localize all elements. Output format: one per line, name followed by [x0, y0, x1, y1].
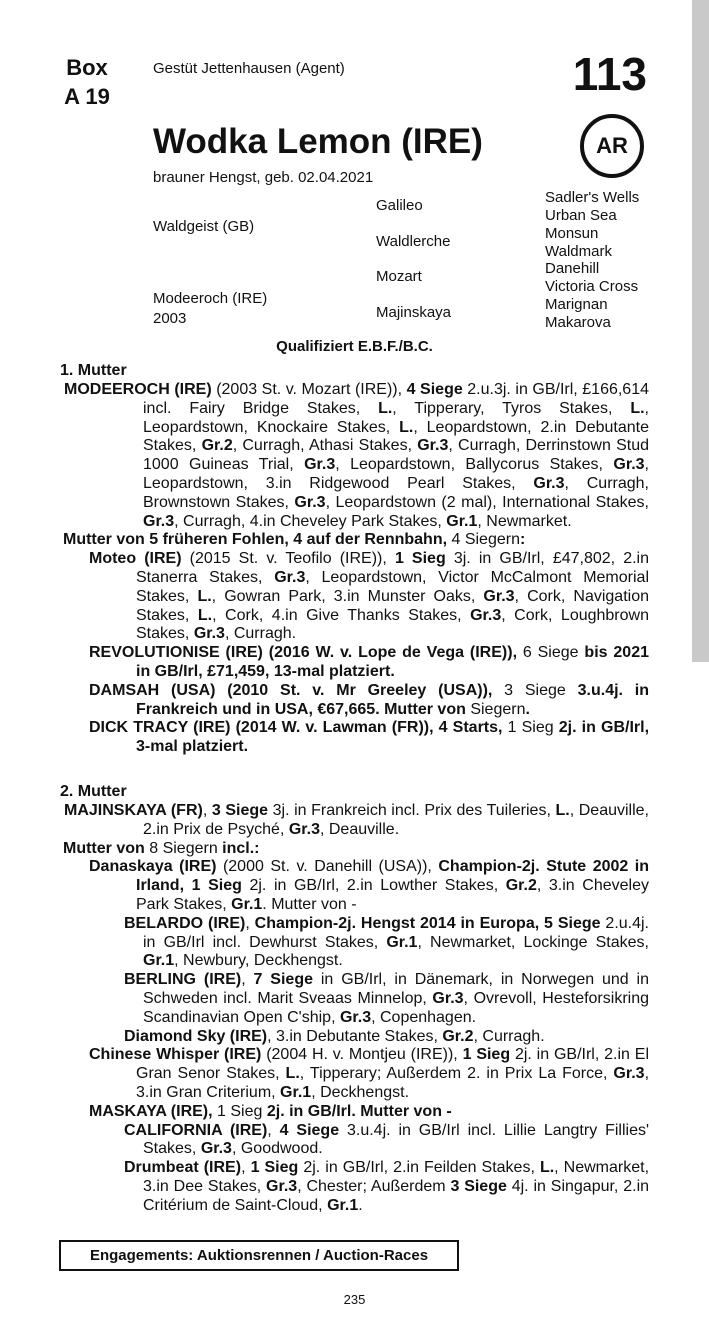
offspring-entry	[63, 1159, 649, 1215]
text-run: ,	[202, 802, 212, 819]
offspring-entry	[63, 719, 649, 757]
bold-run: 2j. in GB/Irl. Mutter von -	[262, 1102, 452, 1120]
text-run: 4 Siegern	[451, 531, 520, 549]
qualification: Qualifiziert E.B.F./B.C.	[276, 338, 433, 355]
bold-run: Gr.3	[304, 456, 336, 474]
pedigree-sire: Waldgeist (GB)	[153, 218, 255, 235]
text-run: , Leopardstown, 3.in Ridgewood Pearl Stakes,	[143, 456, 649, 492]
pedigree-dam-year: 2003	[153, 310, 187, 327]
text-run: , Curragh, 4.in Cheveley Park Stakes,	[174, 512, 447, 530]
text-run: 2j. in GB/Irl, 2.in Lowther Stakes,	[241, 877, 506, 895]
pedigree-sd: Waldlerche	[376, 233, 451, 250]
text-run: , 3.in Debutante Stakes,	[267, 1027, 443, 1045]
text-run: , Deckhengst.	[311, 1083, 410, 1101]
bold-run: Gr.3	[470, 606, 502, 624]
bold-run: incl.:	[217, 839, 260, 857]
lot-number: 113	[572, 48, 647, 100]
offspring-entry	[63, 915, 649, 971]
text-run: ,	[245, 914, 255, 932]
text-run: , Newmarket, 3.in Dee Stakes,	[143, 1159, 650, 1195]
text-run: , Curragh, Derrinstown Stud 1000 Guineas Trial,	[143, 437, 649, 474]
bold-run: BERLING (IRE)	[124, 971, 242, 989]
text-run: , Curragh.	[224, 625, 297, 643]
pedigree-dd: Majinskaya	[376, 304, 452, 321]
offspring-summary	[63, 840, 649, 859]
text-run: , Tipperary; Außerdem 2. in Prix La Force,	[299, 1065, 614, 1083]
text-run: 3 Siege	[504, 681, 566, 699]
bold-run: L.	[555, 802, 570, 819]
bold-run: Champion-2j. Hengst 2014 in Europa, 5 Siege	[254, 914, 601, 932]
bold-run: Gr.3	[483, 587, 515, 605]
section-heading-1: 1. Mutter	[60, 362, 127, 379]
text-run: , Ovrevoll, Hesteforsikring Scandinavian Open C'ship,	[143, 989, 649, 1026]
bold-run: MASKAYA (IRE),	[89, 1102, 218, 1120]
text-run: 3j. in GB/Irl, £47,802, 2.in Stanerra Stakes,	[136, 550, 649, 586]
bold-run: Gr.1	[327, 1196, 359, 1214]
bold-run: Gr.3	[533, 474, 565, 492]
bold-run: MAJINSKAYA (FR)	[64, 802, 203, 819]
bold-run: 3 Siege	[211, 802, 269, 819]
text-run: ,	[267, 1121, 280, 1139]
text-run: , Copenhagen.	[371, 1008, 477, 1026]
text-run: ,	[241, 971, 254, 989]
text-run: Siegern	[470, 700, 526, 718]
bold-run: 7 Siege	[253, 971, 313, 989]
text-run: , Tipperary, Tyros Stakes,	[392, 399, 631, 417]
text-run: , 3.in Cheveley Park Stakes,	[136, 877, 649, 913]
bold-run: Gr.3	[200, 1140, 232, 1158]
bold-run: L.	[285, 1065, 300, 1083]
bold-run: Gr.3	[266, 1177, 298, 1195]
bold-run: 1 Sieg	[462, 1046, 511, 1064]
text-run: in GB/Irl, in Dänemark, in Norwegen und in Schweden incl. Marit Sveaas Minnelop,	[143, 971, 650, 1007]
bold-run: bis 2021 in GB/Irl, £71,459, 13-mal platziert.	[136, 644, 649, 680]
text-run: 2.u.4j. in GB/Irl incl. Dewhurst Stakes,	[143, 914, 650, 951]
text-run: , Leopardstown, Knockaire Stakes,	[143, 399, 649, 436]
offspring-entry	[63, 1122, 649, 1160]
text-run: . Mutter von -	[262, 895, 357, 913]
bold-run: Gr.1	[386, 933, 418, 951]
text-run: 8 Siegern	[149, 839, 218, 857]
text-run: , Leopardstown (2 mal), International Stakes,	[325, 493, 649, 511]
offspring-entry	[63, 682, 649, 720]
text-run: , Leopardstown, Ballycorus Stakes,	[335, 456, 614, 474]
bold-run: Gr.3	[193, 625, 225, 643]
bold-run: Diamond Sky (IRE)	[124, 1027, 268, 1045]
text-run: 6 Siege	[522, 644, 579, 662]
text-run: , Cork, Loughbrown Stakes,	[136, 606, 649, 643]
bold-run: Gr.2	[505, 877, 537, 895]
bold-run: 3.u.4j. in Frankreich und in USA, €67,665. Mutter von	[136, 681, 650, 718]
engagements-box: Engagements: Auktionsrennen / Auction-Races	[59, 1240, 459, 1271]
bold-run: CALIFORNIA (IRE)	[124, 1121, 268, 1139]
bold-run: L.	[197, 587, 212, 605]
text-run: , Leopardstown, Victor McCalmont Memorial Stakes,	[136, 568, 649, 605]
ar-badge: AR	[580, 114, 644, 178]
text-run: , 3.in Gran Criterium,	[136, 1065, 650, 1101]
granddam-entry	[63, 802, 649, 840]
bold-run: .	[525, 700, 530, 718]
bold-run: Gr.3	[274, 568, 306, 586]
pedigree-sds: Monsun	[545, 225, 599, 242]
offspring-entry	[63, 550, 649, 644]
offspring-entry	[63, 1028, 649, 1047]
bold-run: Gr.3	[294, 493, 326, 511]
pedigree-ddd: Makarova	[545, 314, 611, 331]
bold-run: Gr.3	[613, 456, 645, 474]
text-run: , Leopardstown, 2.in Debutante Stakes,	[143, 418, 650, 455]
bold-run: Gr.3	[613, 1065, 645, 1083]
pedigree-dsd: Victoria Cross	[545, 278, 639, 295]
text-run: 4j. in Singapur, 2.in Critérium de Saint-Cloud,	[143, 1177, 650, 1214]
bold-run: L.	[539, 1159, 555, 1177]
text-run: 1 Sieg	[507, 719, 554, 737]
bold-run: DICK TRACY (IRE) (2014 W. v. Lawman (FR)), 4 Starts,	[89, 719, 508, 737]
bold-run: Gr.1	[143, 952, 175, 970]
section-1-text	[63, 381, 649, 757]
text-run: 2j. in GB/Irl, 2.in Feilden Stakes,	[298, 1159, 540, 1177]
dam-entry	[63, 381, 649, 531]
bold-run: :	[519, 531, 526, 549]
bold-run: Gr.3	[417, 437, 449, 455]
bold-run: Gr.1	[280, 1083, 312, 1101]
text-run: , Deauville.	[319, 820, 400, 838]
text-run: , Deauville, 2.in Prix de Psyché,	[143, 802, 649, 838]
pedigree-ssd: Urban Sea	[545, 207, 617, 224]
bold-run: Chinese Whisper (IRE)	[89, 1046, 262, 1064]
text-run: (2015 St. v. Teofilo (IRE)),	[181, 550, 395, 568]
scrollbar[interactable]	[692, 0, 709, 662]
offspring-entry	[63, 1046, 649, 1102]
bold-run: 4 Siege	[406, 381, 463, 398]
bold-run: Gr.3	[143, 512, 175, 530]
bold-run: L.	[378, 399, 393, 417]
text-run: 1 Sieg	[217, 1102, 263, 1120]
bold-run: Gr.2	[442, 1027, 474, 1045]
pedigree-sdd: Waldmark	[545, 243, 612, 260]
text-run: ,	[241, 1159, 251, 1177]
text-run: .	[358, 1196, 363, 1214]
page-number: 235	[343, 1292, 366, 1307]
text-run: , Newmarket, Lockinge Stakes,	[417, 933, 649, 951]
box-label: Box A 19	[64, 55, 110, 109]
text-run: , Cork, 4.in Give Thanks Stakes,	[212, 606, 471, 624]
horse-description: brauner Hengst, geb. 02.04.2021	[153, 169, 374, 186]
text-run: (2000 St. v. Danehill (USA)),	[216, 858, 439, 876]
bold-run: Gr.1	[446, 512, 478, 530]
bold-run: Moteo (IRE)	[89, 550, 182, 568]
text-run: , Gowran Park, 3.in Munster Oaks,	[211, 587, 484, 605]
text-run: (2003 St. v. Mozart (IRE)),	[211, 381, 407, 398]
bold-run: 4 Siege	[279, 1121, 340, 1139]
bold-run: Gr.2	[201, 437, 233, 455]
offspring-entry	[63, 858, 649, 914]
text-run: , Cork, Navigation Stakes,	[136, 587, 649, 624]
text-run: , Curragh.	[473, 1027, 545, 1045]
bold-run: Danaskaya (IRE)	[89, 858, 217, 876]
offspring-entry	[63, 1103, 649, 1122]
agent-name: Gestüt Jettenhausen (Agent)	[153, 60, 345, 77]
pedigree-ds: Mozart	[376, 268, 422, 285]
bold-run: REVOLUTIONISE (IRE) (2016 W. v. Lope de Vega (IRE)),	[89, 644, 523, 662]
bold-run: L.	[399, 418, 414, 436]
bold-run: Gr.3	[339, 1008, 372, 1026]
offspring-entry	[63, 644, 649, 682]
bold-run: L.	[197, 606, 213, 624]
bold-run: Gr.3	[432, 989, 464, 1007]
bold-run: BELARDO (IRE)	[124, 914, 246, 932]
bold-run: Gr.3	[288, 820, 320, 838]
bold-run: DAMSAH (USA) (2010 St. v. Mr Greeley (USA)),	[89, 681, 505, 699]
bold-run: Mutter von 5 früheren Fohlen, 4 auf der Rennbahn,	[63, 531, 452, 549]
bold-run: 3 Siege	[450, 1177, 507, 1195]
bold-run: MODEEROCH (IRE)	[64, 381, 212, 398]
text-run: , Chester; Außerdem	[297, 1177, 451, 1195]
text-run: 3.u.4j. in GB/Irl incl. Lillie Langtry Fillies' Stakes,	[143, 1121, 650, 1158]
bold-run: Gr.1	[231, 895, 263, 913]
text-run: 3j. in Frankreich incl. Prix des Tuileries,	[268, 802, 556, 819]
text-run: 2.u.3j. in GB/Irl, £166,614 incl. Fairy Bridge Stakes,	[143, 381, 650, 417]
text-run: , Newbury, Deckhengst.	[174, 952, 343, 970]
pedigree-dam: Modeeroch (IRE)	[153, 290, 268, 307]
section-2-text	[63, 802, 649, 1216]
text-run: , Curragh, Brownstown Stakes,	[143, 474, 649, 511]
pedigree-dss: Danehill	[545, 260, 600, 277]
bold-run: 2j. in GB/Irl, 3-mal platziert.	[136, 719, 650, 756]
bold-run: L.	[630, 399, 645, 417]
pedigree-sss: Sadler's Wells	[545, 189, 640, 206]
text-run: 2j. in GB/Irl, 2.in El Gran Senor Stakes,	[136, 1046, 649, 1083]
offspring-entry	[63, 971, 649, 1027]
text-run: , Goodwood.	[231, 1140, 323, 1158]
text-run: , Curragh, Athasi Stakes,	[232, 437, 418, 455]
box-value: A 19	[64, 84, 110, 109]
bold-run: Champion-2j. Stute 2002 in Irland, 1 Sieg	[136, 858, 650, 895]
bold-run: 1 Sieg	[394, 550, 446, 568]
horse-name: Wodka Lemon (IRE)	[153, 122, 483, 161]
section-heading-2: 2. Mutter	[60, 783, 127, 800]
text-run: , Newmarket.	[477, 512, 572, 530]
bold-run: Mutter von	[63, 839, 150, 857]
pedigree-dds: Marignan	[545, 296, 608, 313]
offspring-summary	[63, 531, 649, 550]
pedigree-ss: Galileo	[376, 197, 423, 214]
bold-run: 1 Sieg	[250, 1159, 299, 1177]
bold-run: Drumbeat (IRE)	[124, 1159, 242, 1177]
text-run: (2004 H. v. Montjeu (IRE)),	[261, 1046, 463, 1064]
